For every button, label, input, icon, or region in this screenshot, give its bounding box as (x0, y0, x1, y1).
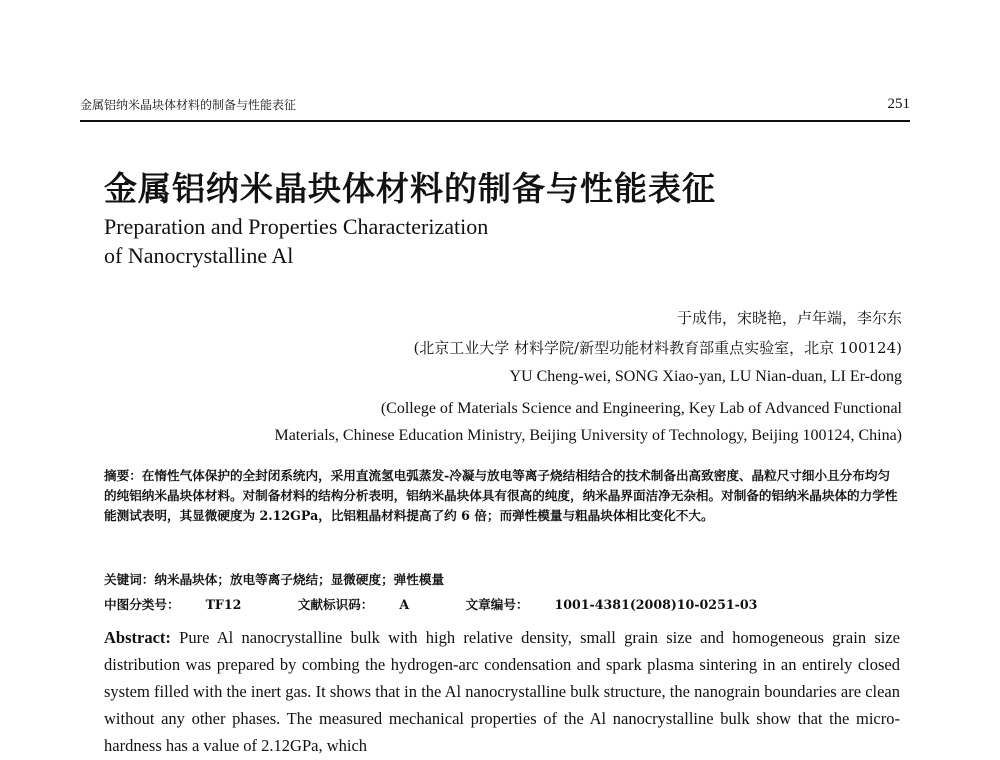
keywords-label: 关键词： (104, 572, 155, 587)
running-header (80, 96, 910, 113)
abstract-chinese (104, 466, 900, 526)
doc-code-field (298, 597, 435, 612)
doc-code-label: 文献标识码： (297, 597, 374, 612)
clc-field (104, 597, 267, 612)
classification-info (104, 594, 900, 613)
title-english-line-1: Preparation and Properties Characterization (104, 214, 489, 239)
affiliation-english-line-2: Materials, Chinese Education Ministry, Beijing University of Technology, Beijing 100124, China) (274, 427, 902, 444)
clc-value: TF12 (205, 597, 242, 612)
page-number: 251 (887, 96, 910, 112)
abstract-english (104, 624, 900, 759)
affiliation-english (122, 395, 902, 449)
title-chinese: 金属铝纳米晶块体材料的制备与性能表征 (104, 169, 716, 208)
abstract-chinese-text: 在惰性气体保护的全封闭系统内，采用直流氢电弧蒸发-冷凝与放电等离子烧结相结合的技术制备出高致密度、晶粒尺寸细小且分布均匀的纯铝纳米晶块体材料。对制备材料的结构分析表明，铝纳米晶块体具有很高的纯度，纳米晶界面洁净无杂相。对制备的铝纳米晶块体的力学性能测试表明，其显微硬度为 2.12GPa，比铝粗晶材料提高了约 6 倍；而弹性模量与粗晶块体相比变化不大。 (104, 468, 898, 523)
running-title: 金属铝纳米晶块体材料的制备与性能表征 (80, 98, 297, 112)
affiliation-english-line-1: (College of Materials Science and Engineering, Key Lab of Advanced Functional (380, 400, 902, 417)
article-number-field (466, 597, 784, 612)
abstract-chinese-label: 摘要： (104, 468, 142, 483)
abstract-english-label: Abstract: (104, 628, 171, 647)
affiliation-chinese: (北京工业大学 材料学院/新型功能材料教育部重点实验室，北京 100124) (413, 339, 902, 357)
abstract-english-text: Pure Al nanocrystalline bulk with high relative density, small grain size and homogeneous grain size distribution was prepared by combing the hydrogen-arc condensation and spark plasma sintering in an entirely closed system filled with the inert gas. It shows that in the Al nanocrystalline bulk structure, the nanograin boundaries are clean without any other phases. The measured mechanical properties of the Al nanocrystalline bulk show that the micro-hardness has a value of 2.12GPa, which (104, 628, 900, 755)
title-english-line-2: of Nanocrystalline Al (104, 243, 294, 268)
doc-code-value: A (399, 597, 410, 612)
authors-chinese: 于成伟，宋晓艳，卢年端，李尔东 (676, 309, 902, 327)
header-rule (80, 120, 910, 122)
keywords (104, 569, 900, 588)
article-number-value: 1001-4381(2008)10-0251-03 (554, 597, 758, 612)
title-english (104, 212, 804, 270)
keywords-text: 纳米晶块体；放电等离子烧结；显微硬度；弹性模量 (154, 572, 445, 587)
article-number-label: 文章编号： (465, 597, 529, 612)
clc-label: 中图分类号： (104, 597, 180, 612)
authors-english: YU Cheng-wei, SONG Xiao-yan, LU Nian-duan, LI Er-dong (509, 368, 902, 385)
